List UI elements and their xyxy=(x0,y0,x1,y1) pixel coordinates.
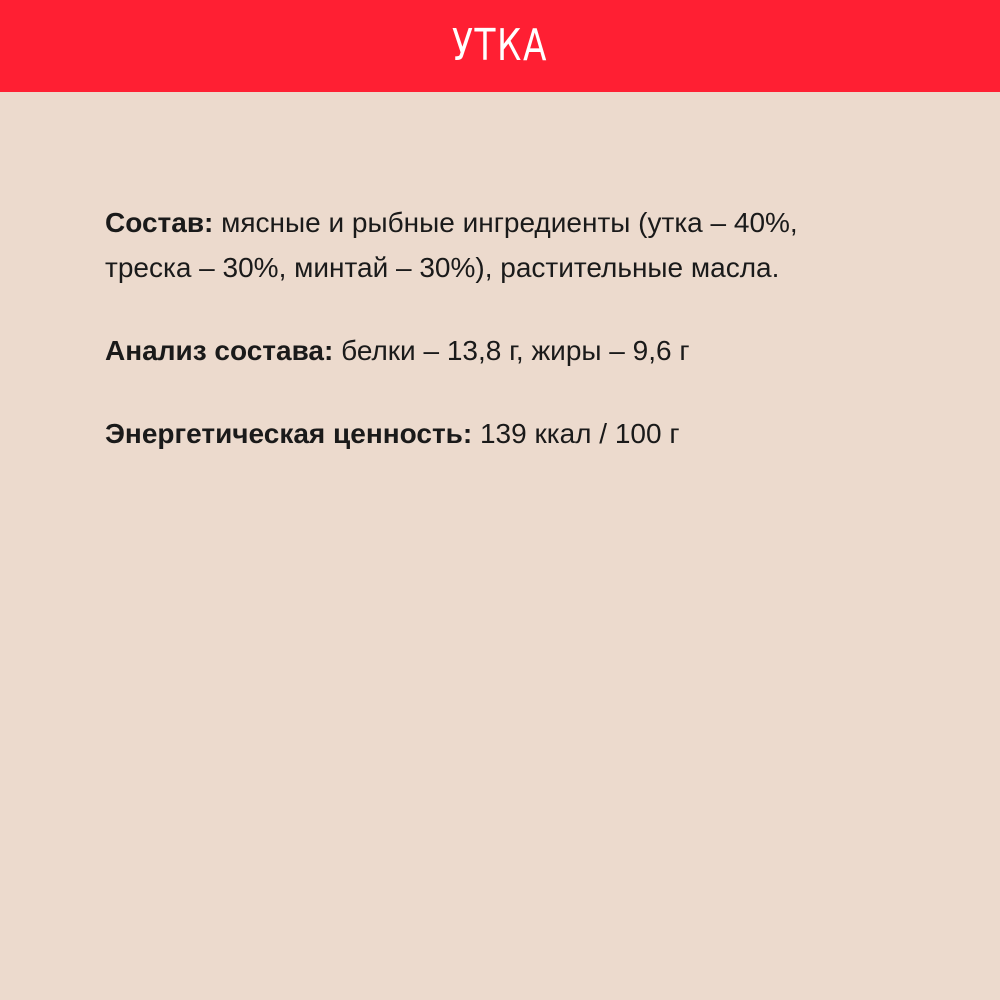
page-title: УТКА xyxy=(452,20,548,71)
analysis-paragraph xyxy=(105,328,865,373)
composition-text: мясные и рыбные ингредиенты (утка – 40%, треска – 30%, минтай – 30%), растительные масла. xyxy=(105,207,798,283)
header-banner xyxy=(0,0,1000,92)
energy-paragraph xyxy=(105,411,865,456)
composition-paragraph xyxy=(105,200,865,290)
product-info xyxy=(105,200,865,456)
energy-label: Энергетическая ценность: xyxy=(105,418,473,449)
analysis-label: Анализ состава: xyxy=(105,335,334,366)
analysis-text: белки – 13,8 г, жиры – 9,6 г xyxy=(333,335,690,366)
energy-text: 139 ккал / 100 г xyxy=(472,418,680,449)
composition-label: Состав: xyxy=(105,207,214,238)
